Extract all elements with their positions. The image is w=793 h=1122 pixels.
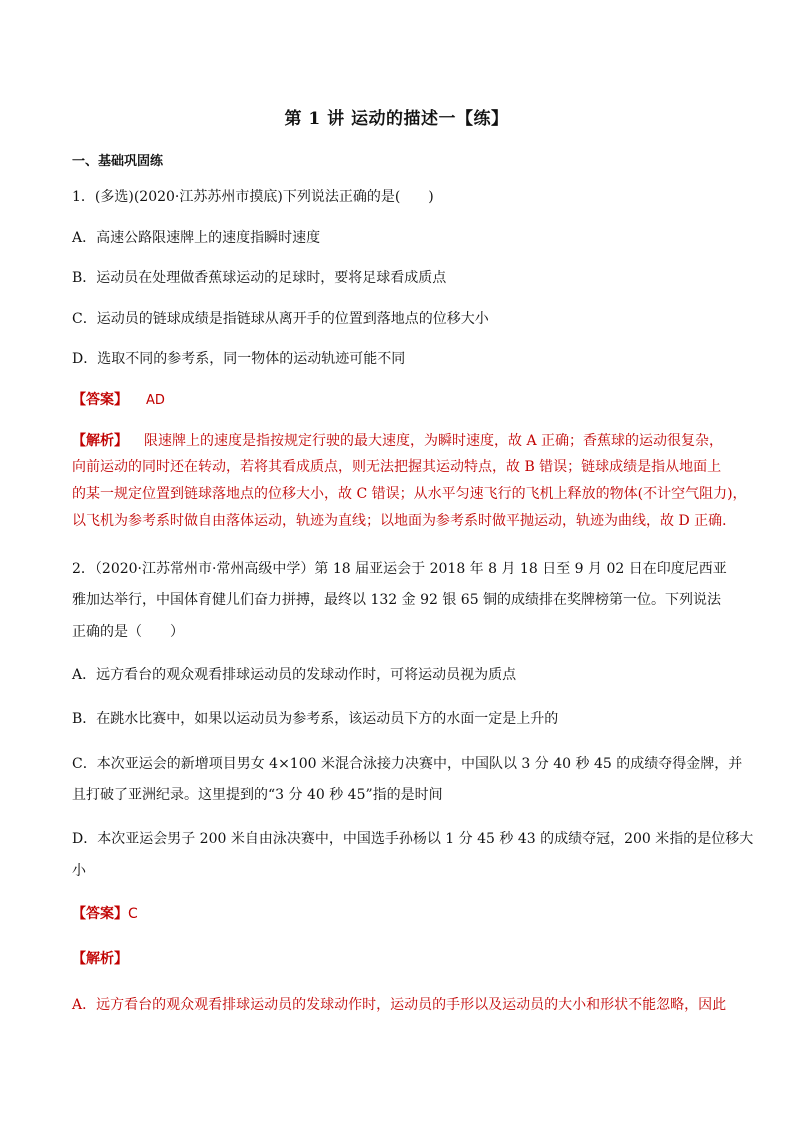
q2-answer [72,905,732,923]
q1-stem: 1．(多选)(2020·江苏苏州市摸底)下列说法正确的是( ) [72,189,434,205]
q1-option-c: C．运动员的链球成绩是指链球从离开手的位置到落地点的位移大小 [72,311,489,327]
page-title: 第 1 讲 运动的描述一【练】 [284,109,509,129]
q2-option-d-line-2: 小 [72,863,86,879]
answer-value: AD [146,393,165,408]
analysis-tag: 【解析】 [72,433,128,449]
q2-option-c-line-2: 且打破了亚洲纪录。这里提到的“3 分 40 秒 45”指的是时间 [72,787,443,803]
q2-analysis-line-1: A．远方看台的观众观看排球运动员的发球动作时，运动员的手形以及运动员的大小和形状不能忽略，因此 [72,997,727,1013]
q2-stem-line-3: 正确的是（ ） [72,624,184,640]
q2-analysis-heading [72,950,732,968]
q2-stem-line-1: 2．（2020·江苏常州市·常州高级中学）第 18 届亚运会于 2018 年 8 月 18 日至 9 月 02 日在印度尼西亚 [72,561,727,577]
q1-analysis-line-4: 以飞机为参考系时做自由落体运动，轨迹为直线；以地面为参考系时做平抛运动，轨迹为曲线，故 D 正确． [72,513,737,529]
q2-stem-line-2: 雅加达举行，中国体育健儿们奋力拼搏，最终以 132 金 92 银 65 铜的成绩排在奖牌榜第一位。下列说法 [72,592,722,608]
q1-answer [72,391,732,410]
section-heading: 一、基础巩固练 [72,154,164,169]
q2-option-a: A．远方看台的观众观看排球运动员的发球动作时，可将运动员视为质点 [72,667,517,683]
q2-option-d-line-1: D．本次亚运会男子 200 米自由泳决赛中，中国选手孙杨以 1 分 45 秒 43 的成绩夺冠，200 米指的是位移大 [72,831,754,847]
q1-option-d: D．选取不同的参考系，同一物体的运动轨迹可能不同 [72,351,406,367]
q2-option-c-line-1: C．本次亚运会的新增项目男女 4×100 米混合泳接力决赛中，中国队以 3 分 40 秒 45 的成绩夺得金牌，并 [72,756,743,772]
q2-option-b: B．在跳水比赛中，如果以运动员为参考系，该运动员下方的水面一定是上升的 [72,711,559,727]
analysis-text: 限速牌上的速度是指按规定行驶的最大速度，为瞬时速度，故 A 正确；香蕉球的运动很复杂， [144,433,724,449]
q1-analysis-line-1 [72,432,732,450]
q1-option-a: A．高速公路限速牌上的速度指瞬时速度 [72,230,321,246]
answer-value: C [128,906,138,922]
q1-analysis-line-3: 的某一规定位置到链球落地点的位移大小，故 C 错误；从水平匀速飞行的飞机上释放的物体(不计空气阻力)， [72,486,747,502]
answer-tag: 【答案】 [72,906,128,922]
q1-analysis-line-2: 向前运动的同时还在转动，若将其看成质点，则无法把握其运动特点，故 B 错误；链球成绩是指从地面上 [72,459,722,475]
analysis-tag: 【解析】 [72,951,128,967]
answer-tag: 【答案】 [72,392,128,408]
q1-option-b: B．运动员在处理做香蕉球运动的足球时，要将足球看成质点 [72,270,447,286]
